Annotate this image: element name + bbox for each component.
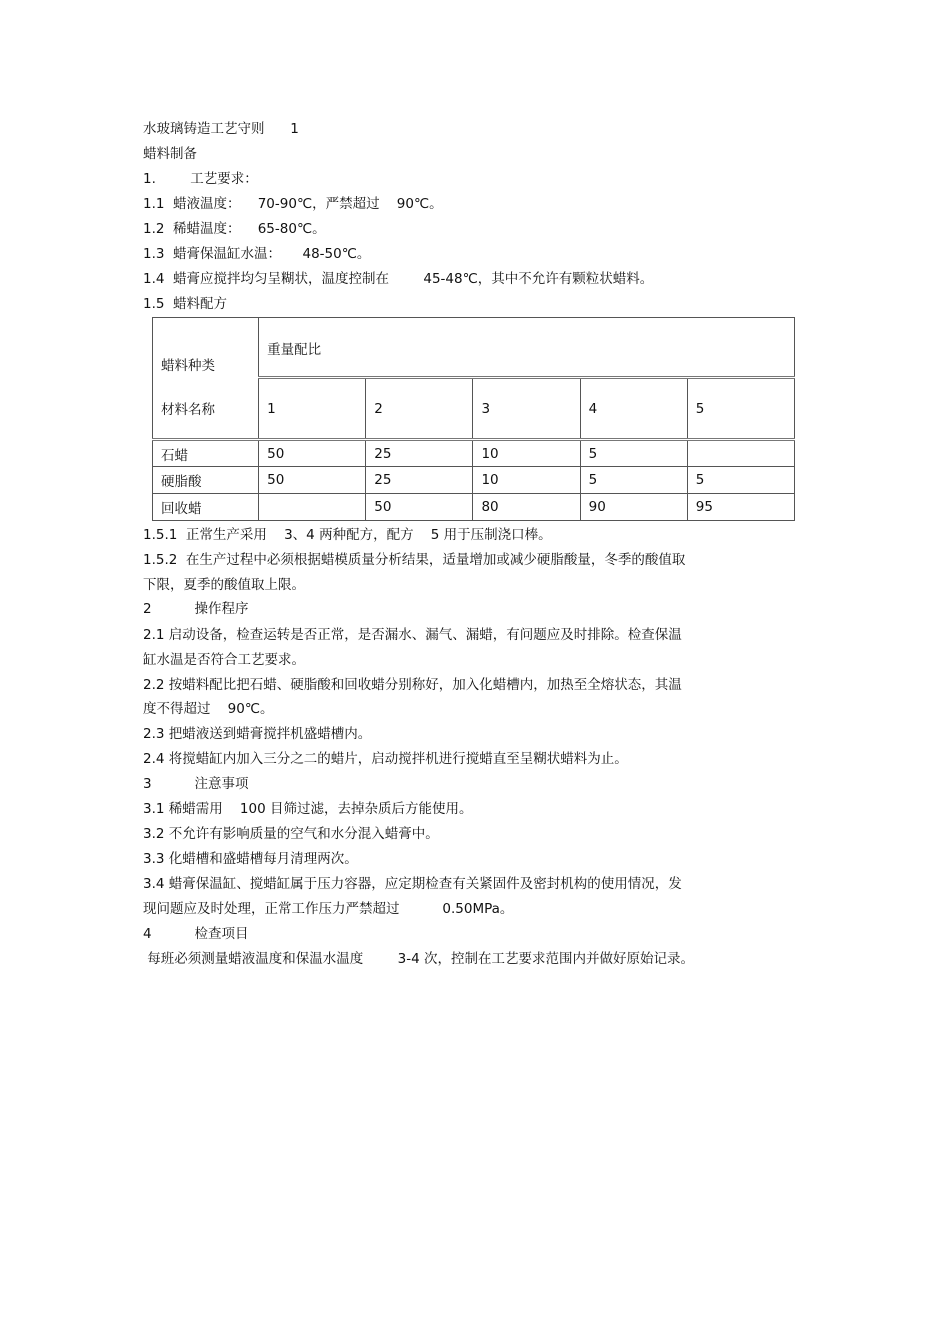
wax-recipe-table [152,317,795,521]
text-line: 1.1 蜡液温度： 70-90℃，严禁超过 90℃。 [143,196,443,212]
text-line: 3.3 化蜡槽和盛蜡槽每月清理两次。 [143,851,358,867]
table-cell: 25 [366,467,473,494]
table-cell: 10 [473,440,580,467]
table-header-recipe-number: 2 [366,378,473,440]
table-header-recipe-number: 5 [687,378,794,440]
text-line: 现问题应及时处理，正常工作压力严禁超过 0.50MPa。 [143,901,514,917]
text-line: 下限，夏季的酸值取上限。 [143,577,305,593]
document-title: 水玻璃铸造工艺守则 1 [143,121,299,137]
heading-inspection-items: 4 检查项目 [143,926,249,942]
text-line: 1.5.1 正常生产采用 3、4 两种配方，配方 5 用于压制浇口棒。 [143,527,552,543]
table-header-wax-type: 蜡料种类 [153,318,259,378]
heading-operating-procedure: 2 操作程序 [143,601,249,617]
text-line: 2.3 把蜡液送到蜡膏搅拌机盛蜡槽内。 [143,726,372,742]
table-header-material-name: 材料名称 [153,378,259,440]
text-line: 缸水温是否符合工艺要求。 [143,652,305,668]
text-line: 度不得超过 90℃。 [143,701,274,717]
text-line: 2.4 将搅蜡缸内加入三分之二的蜡片，启动搅拌机进行搅蜡直至呈糊状蜡料为止。 [143,751,628,767]
table-header-weight-ratio: 重量配比 [259,318,795,378]
row-label: 回收蜡 [153,494,259,521]
heading-precautions: 3 注意事项 [143,776,249,792]
table-cell: 95 [687,494,794,521]
text-line: 2.1 启动设备，检查运转是否正常，是否漏水、漏气、漏蜡，有问题应及时排除。检查保温 [143,627,682,643]
text-line: 1.5.2 在生产过程中必须根据蜡模质量分析结果，适量增加或减少硬脂酸量，冬季的酸值取 [143,552,686,568]
text-line: 3.4 蜡膏保温缸、搅蜡缸属于压力容器，应定期检查有关紧固件及密封机构的使用情况，发 [143,876,682,892]
table-cell: 50 [366,494,473,521]
table-header-recipe-number: 4 [580,378,687,440]
table-cell: 5 [580,467,687,494]
table-cell: 50 [259,440,366,467]
table-cell: 25 [366,440,473,467]
text-line: 1.4 蜡膏应搅拌均匀呈糊状，温度控制在 45-48℃，其中不允许有颗粒状蜡料。 [143,271,654,287]
section-heading: 蜡料制备 [143,146,197,162]
text-line: 1.2 稀蜡温度： 65-80℃。 [143,221,326,237]
text-line: 每班必须测量蜡液温度和保温水温度 3-4 次，控制在工艺要求范围内并做好原始记录。 [143,951,694,967]
row-label: 硬脂酸 [153,467,259,494]
table-cell [687,440,794,467]
table-row [153,440,795,467]
table-cell [259,494,366,521]
table-cell: 80 [473,494,580,521]
text-line: 1.5 蜡料配方 [143,296,228,312]
table-row [153,494,795,521]
text-line: 1.3 蜡膏保温缸水温： 48-50℃。 [143,246,371,262]
text-line: 2.2 按蜡料配比把石蜡、硬脂酸和回收蜡分别称好，加入化蜡槽内，加热至全熔状态，其温 [143,677,682,693]
text-line: 3.1 稀蜡需用 100 目筛过滤，去掉杂质后方能使用。 [143,801,473,817]
text-line: 3.2 不允许有影响质量的空气和水分混入蜡膏中。 [143,826,439,842]
table-cell: 10 [473,467,580,494]
table-header-recipe-number: 1 [259,378,366,440]
table-cell: 5 [580,440,687,467]
table-row [153,467,795,494]
table-cell: 90 [580,494,687,521]
row-label: 石蜡 [153,440,259,467]
table-cell: 50 [259,467,366,494]
heading-process-requirements: 1. 工艺要求： [143,171,258,187]
table-cell: 5 [687,467,794,494]
table-header-recipe-number: 3 [473,378,580,440]
